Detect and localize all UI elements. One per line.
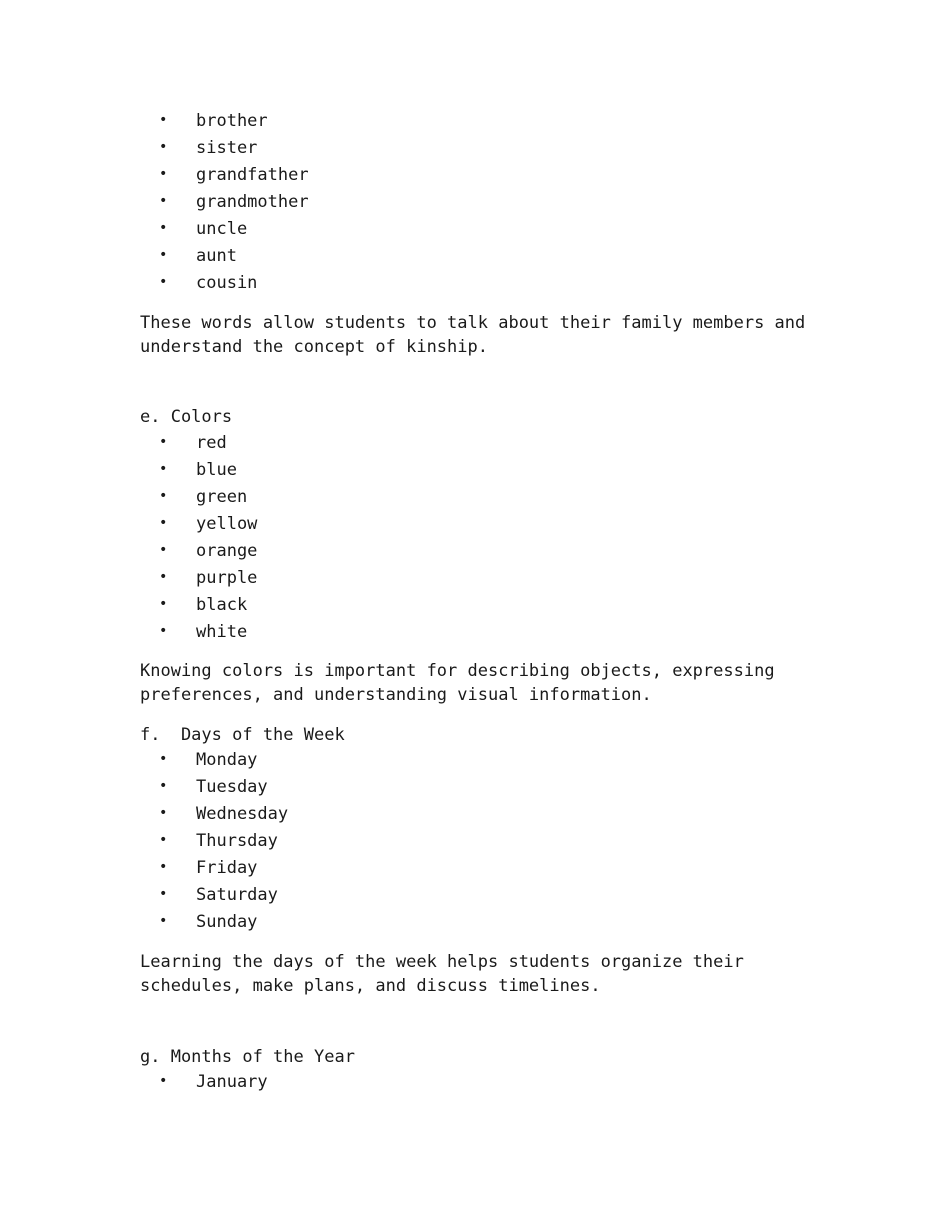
list-item-text: purple bbox=[196, 568, 258, 588]
family-paragraph: These words allow students to talk about their family members and understand the concept of kinship. bbox=[140, 313, 806, 357]
family-paragraph-block bbox=[140, 311, 820, 359]
months-section bbox=[140, 1045, 820, 1069]
months-list bbox=[140, 1069, 820, 1096]
bullet-icon: • bbox=[159, 542, 168, 558]
bullet-icon: • bbox=[159, 193, 168, 209]
list-item bbox=[140, 457, 820, 484]
bullet-icon: • bbox=[159, 859, 168, 875]
bullet-icon: • bbox=[159, 913, 168, 929]
list-item bbox=[140, 565, 820, 592]
list-item-text: aunt bbox=[196, 246, 237, 266]
bullet-icon: • bbox=[159, 832, 168, 848]
days-heading: f. Days of the Week bbox=[140, 725, 345, 745]
bullet-icon: • bbox=[159, 247, 168, 263]
list-item-text: green bbox=[196, 487, 248, 507]
bullet-icon: • bbox=[159, 596, 168, 612]
days-paragraph-block bbox=[140, 950, 820, 998]
list-item-text: January bbox=[196, 1072, 268, 1092]
list-item-text: Saturday bbox=[196, 885, 278, 905]
list-item bbox=[140, 243, 820, 270]
list-item-text: cousin bbox=[196, 273, 258, 293]
list-item bbox=[140, 828, 820, 855]
bullet-icon: • bbox=[159, 569, 168, 585]
list-item-text: Friday bbox=[196, 858, 258, 878]
list-item-text: black bbox=[196, 595, 248, 615]
list-item bbox=[140, 538, 820, 565]
list-item bbox=[140, 430, 820, 457]
list-item bbox=[140, 801, 820, 828]
colors-list bbox=[140, 430, 820, 646]
list-item bbox=[140, 909, 820, 936]
list-item bbox=[140, 108, 820, 135]
days-list bbox=[140, 747, 820, 936]
list-item bbox=[140, 135, 820, 162]
bullet-icon: • bbox=[159, 515, 168, 531]
list-item bbox=[140, 216, 820, 243]
list-item-text: Monday bbox=[196, 750, 258, 770]
list-item bbox=[140, 592, 820, 619]
colors-paragraph: Knowing colors is important for describing objects, expressing preferences, and understanding visual information. bbox=[140, 661, 775, 705]
list-item bbox=[140, 774, 820, 801]
bullet-icon: • bbox=[159, 623, 168, 639]
days-paragraph: Learning the days of the week helps students organize their schedules, make plans, and discuss timelines. bbox=[140, 952, 744, 996]
months-heading: g. Months of the Year bbox=[140, 1047, 355, 1067]
list-item bbox=[140, 162, 820, 189]
bullet-icon: • bbox=[159, 461, 168, 477]
list-item-text: grandfather bbox=[196, 165, 309, 185]
list-item-text: Sunday bbox=[196, 912, 258, 932]
bullet-icon: • bbox=[159, 434, 168, 450]
list-item-text: uncle bbox=[196, 219, 248, 239]
bullet-icon: • bbox=[159, 886, 168, 902]
list-item-text: yellow bbox=[196, 514, 258, 534]
list-item-text: white bbox=[196, 622, 248, 642]
list-item-text: brother bbox=[196, 111, 268, 131]
months-list-block bbox=[140, 1069, 820, 1096]
list-item-text: sister bbox=[196, 138, 258, 158]
colors-paragraph-block bbox=[140, 659, 820, 707]
colors-heading: e. Colors bbox=[140, 407, 233, 427]
list-item-text: Tuesday bbox=[196, 777, 268, 797]
list-item bbox=[140, 747, 820, 774]
family-section bbox=[140, 108, 820, 297]
list-item-text: orange bbox=[196, 541, 258, 561]
bullet-icon: • bbox=[159, 166, 168, 182]
list-item bbox=[140, 484, 820, 511]
bullet-icon: • bbox=[159, 778, 168, 794]
list-item bbox=[140, 882, 820, 909]
list-item-text: red bbox=[196, 433, 227, 453]
list-item bbox=[140, 619, 820, 646]
bullet-icon: • bbox=[159, 112, 168, 128]
list-item bbox=[140, 1069, 820, 1096]
bullet-icon: • bbox=[159, 1073, 168, 1089]
list-item bbox=[140, 189, 820, 216]
bullet-icon: • bbox=[159, 488, 168, 504]
bullet-icon: • bbox=[159, 139, 168, 155]
list-item bbox=[140, 511, 820, 538]
bullet-icon: • bbox=[159, 274, 168, 290]
family-list bbox=[140, 108, 820, 297]
list-item bbox=[140, 270, 820, 297]
list-item-text: blue bbox=[196, 460, 237, 480]
list-item-text: Thursday bbox=[196, 831, 278, 851]
bullet-icon: • bbox=[159, 805, 168, 821]
bullet-icon: • bbox=[159, 220, 168, 236]
list-item bbox=[140, 855, 820, 882]
colors-list-block bbox=[140, 430, 820, 646]
list-item-text: grandmother bbox=[196, 192, 309, 212]
list-item-text: Wednesday bbox=[196, 804, 289, 824]
colors-section bbox=[140, 405, 820, 429]
days-section bbox=[140, 723, 820, 747]
days-list-block bbox=[140, 747, 820, 936]
bullet-icon: • bbox=[159, 751, 168, 767]
